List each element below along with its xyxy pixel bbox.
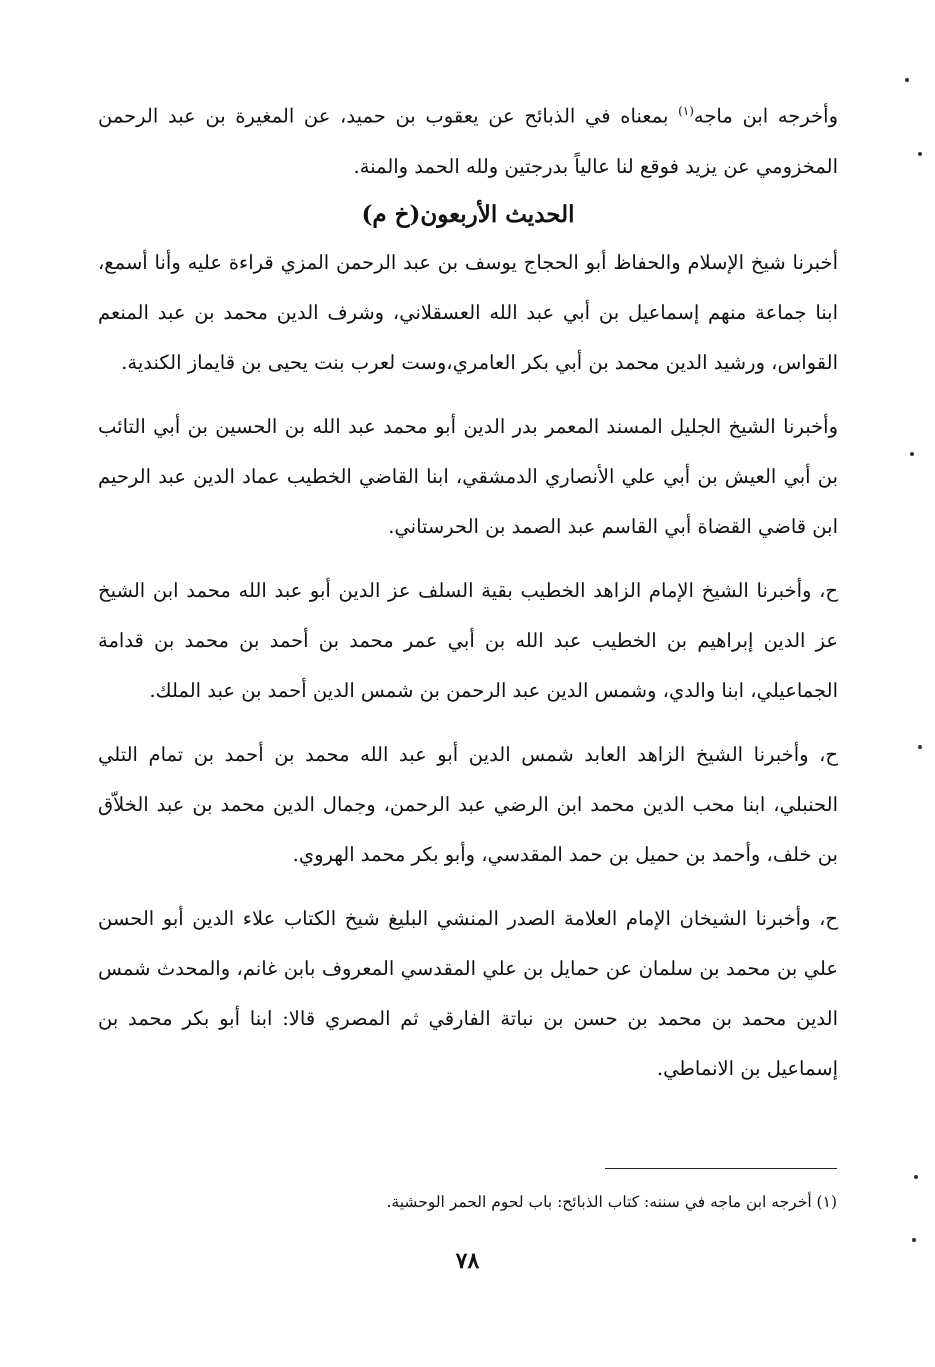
- intro-paragraph: [98, 86, 838, 192]
- margin-mark: [914, 1175, 918, 1179]
- intro-text-start: وأخرجه ابن ماجه: [693, 104, 839, 128]
- footnote-marker: (١): [678, 104, 694, 118]
- intro-text-end: بمعناه في الذبائح عن يعقوب بن حميد، عن المغيرة بن عبد الرحمن المخزومي عن يزيد فوقع لنا عالياً بدرجتين ولله الحمد والمنة.: [98, 104, 838, 178]
- margin-mark: [910, 452, 914, 456]
- page-number: ٧٨: [455, 1248, 480, 1274]
- footnote: (١) أخرجه ابن ماجه في سننه: كتاب الذبائح: باب لحوم الحمر الوحشية.: [386, 1193, 837, 1211]
- paragraph-5: ح، وأخبرنا الشيخان الإمام العلامة الصدر المنشي البليغ شيخ الكتاب علاء الدين أبو الحسن علي بن محمد بن سلمان عن حمايل بن علي المقدسي المعروف بابن غانم، والمحدث شمس الدين محمد بن محمد بن حسن بن نباتة الفارقي ثم المصري قالا: ابنا أبو بكر محمد بن إسماعيل بن الانماطي.: [98, 906, 838, 1080]
- paragraph-4: ح، وأخبرنا الشيخ الزاهد العابد شمس الدين أبو عبد الله محمد بن أحمد بن تمام التلي الحنبلي، ابنا محب الدين محمد ابن الرضي عبد الرحمن، وجمال الدين محمد بن عبد الخلاّق بن خلف، وأحمد بن حميل بن حمد المقدسي، وأبو بكر محمد الهروي.: [98, 742, 838, 866]
- margin-mark: [912, 1238, 916, 1242]
- margin-mark: [905, 78, 909, 82]
- page-body: [98, 86, 838, 1094]
- paragraph-2: وأخبرنا الشيخ الجليل المسند المعمر بدر الدين أبو محمد عبد الله بن الحسين بن أبي التائب بن أبي العيش بن أبي علي الأنصاري الدمشقي، ابنا القاضي الخطيب عماد الدين عبد الرحيم ابن قاضي القضاة أبي القاسم عبد الصمد بن الحرستاني.: [98, 414, 838, 538]
- paragraph-1: أخبرنا شيخ الإسلام والحفاظ أبو الحجاج يوسف بن عبد الرحمن المزي قراءة عليه وأنا أسمع، ابنا جماعة منهم إسماعيل بن أبي عبد الله العسقلاني، وشرف الدين محمد بن عبد المنعم القواس، ورشيد الدين محمد بن أبي بكر العامري،وست لعرب بنت يحيى بن قايماز الكندية.: [98, 250, 838, 374]
- footnote-divider: [605, 1168, 837, 1169]
- margin-mark: [918, 152, 922, 156]
- hadith-heading: الحديث الأربعون(خ م): [361, 200, 575, 228]
- paragraph-3: ح، وأخبرنا الشيخ الإمام الزاهد الخطيب بقية السلف عز الدين أبو عبد الله محمد ابن الشيخ عز الدين إبراهيم بن الخطيب عبد الله بن أبي عمر محمد بن أحمد بن محمد بن قدامة الجماعيلي، ابنا والدي، وشمس الدين عبد الرحمن بن شمس الدين أحمد بن عبد الملك.: [98, 578, 838, 702]
- margin-mark: [918, 745, 922, 749]
